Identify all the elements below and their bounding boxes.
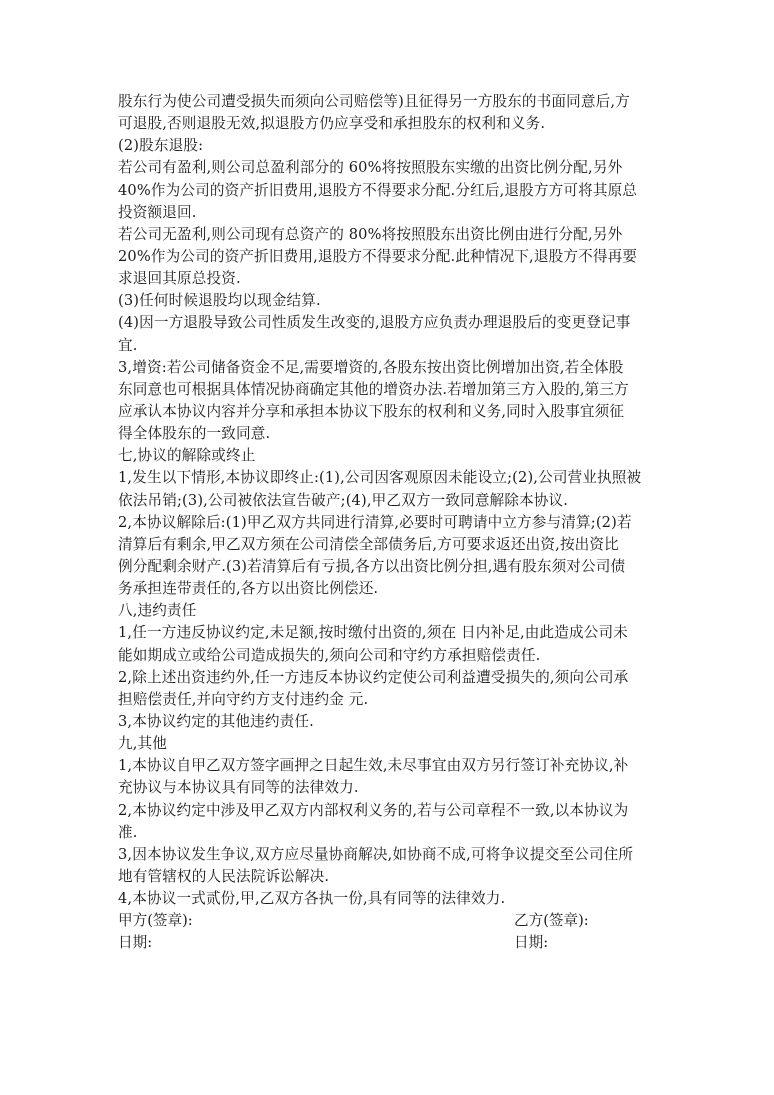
text-line: 应承认本协议内容并分享和承担本协议下股东的权利和义务,同时入股事宜须征 [118,402,625,420]
text-line: 担赔偿责任,并向守约方支付违约金 元. [118,690,369,708]
text-line: 务承担连带责任的,各方以出资比例偿还. [118,580,379,598]
party-b-signature-label: 乙方(签章): [514,912,589,930]
text-line: 1,本协议自甲乙双方签字画押之日起生效,未尽事宜由双方另行签订补充协议,补 [118,757,629,775]
party-a-date-label: 日期: [118,934,153,952]
text-line: 1,任一方违反协议约定,未足额,按时缴付出资的,须在 日内补足,由此造成公司未 [118,624,628,642]
text-line: 若公司有盈利,则公司总盈利部分的 60%将按照股东实缴的出资比例分配,另外 [118,159,623,177]
text-line: 清算后有剩余,甲乙双方须在公司清偿全部债务后,方可要求返还出资,按出资比 [118,535,619,553]
text-line: 地有管辖权的人民法院诉讼解决. [118,867,330,885]
section-heading: 七,协议的解除或终止 [118,447,256,465]
text-line: 4,本协议一式贰份,甲,乙双方各执一份,具有同等的法律效力. [118,890,506,908]
text-line: 若公司无盈利,则公司现有总资产的 80%将按照股东出资比例由进行分配,另外 [118,225,623,243]
text-line: 求退回其原总投资. [118,270,241,288]
text-line: 股东行为使公司遭受损失而须向公司赔偿等)且征得另一方股东的书面同意后,方 [118,93,630,110]
text-line: 准. [118,823,138,841]
text-line: 宜. [118,336,138,354]
text-line: 可退股,否则退股无效,拟退股方仍应享受和承担股东的权利和义务. [118,115,546,133]
text-line: 充协议与本协议具有同等的法律效力. [118,779,359,797]
text-line: 东同意也可根据具体情况协商确定其他的增资办法.若增加第三方入股的,第三方 [118,380,629,398]
text-line: (4)因一方退股导致公司性质发生改变的,退股方应负责办理退股后的变更登记事 [118,314,631,332]
party-a-signature-label: 甲方(签章): [118,912,193,930]
text-line: (3)任何时候退股均以现金结算. [118,292,321,310]
text-line: 1,发生以下情形,本协议即终止:(1),公司因客观原因未能设立;(2),公司营业执照被 [118,469,642,487]
text-line: 投资额退回. [118,203,197,221]
party-b-date-label: 日期: [514,934,549,952]
text-line: 依法吊销;(3),公司被依法宣告破产;(4),甲乙双方一致同意解除本协议. [118,491,569,509]
date-row [118,932,663,954]
text-line: 3,增资:若公司储备资金不足,需要增资的,各股东按出资比例增加出资,若全体股 [118,358,624,376]
section-heading: 九,其他 [118,735,168,753]
text-line: 20%作为公司的资产折旧费用,退股方不得要求分配.此种情况下,退股方不得再要 [118,247,638,265]
document-body [118,91,663,954]
text-line: 得全体股东的一致同意. [118,425,271,443]
signature-row [118,910,663,932]
text-line: 例分配剩余财产.(3)若清算后有亏损,各方以出资比例分担,遇有股东须对公司债 [118,557,626,575]
text-line: (2)股东退股: [118,137,204,155]
text-line: 2,除上述出资违约外,任一方违反本协议约定使公司利益遭受损失的,须向公司承 [118,668,629,686]
text-line: 能如期成立或给公司造成损失的,须向公司和守约方承担赔偿责任. [118,646,541,664]
text-line: 40%作为公司的资产折旧费用,退股方不得要求分配.分红后,退股方方可将其原总 [118,181,638,199]
text-line: 3,因本协议发生争议,双方应尽量协商解决,如协商不成,可将争议提交至公司住所 [118,845,634,863]
section-heading: 八,违约责任 [118,602,197,620]
text-line: 2,本协议约定中涉及甲乙双方内部权利义务的,若与公司章程不一致,以本协议为 [118,801,629,819]
text-line: 2,本协议解除后:(1)甲乙双方共同进行清算,必要时可聘请中立方参与清算;(2)若 [118,513,632,531]
text-line: 3,本协议约定的其他违约责任. [118,712,314,730]
